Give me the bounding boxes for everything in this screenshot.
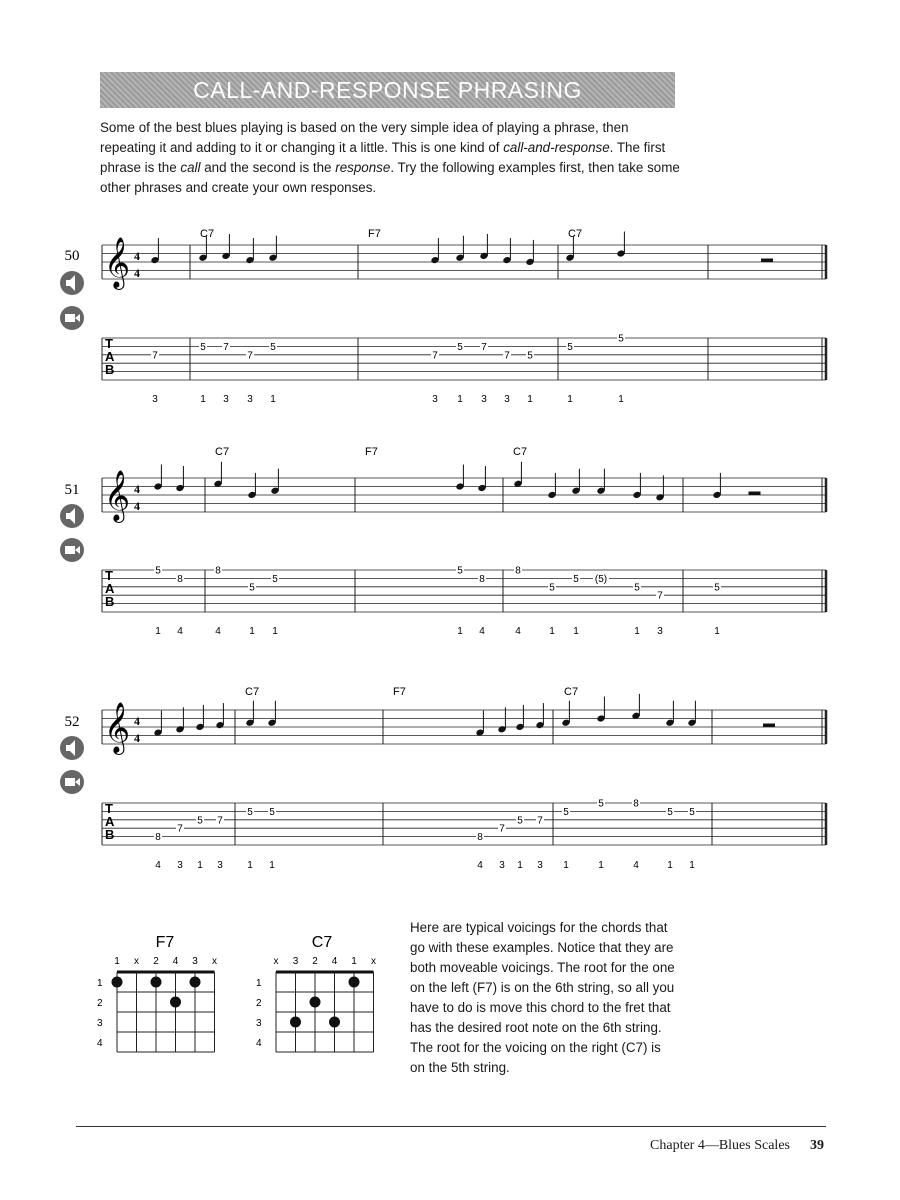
- fingering-number: 1: [527, 394, 533, 405]
- fingering-number: 3: [499, 860, 505, 871]
- intro-text: . Try the following examples first, then take some other phrases and create your own responses.: [100, 160, 680, 195]
- tab-fret-number: 5: [517, 815, 523, 827]
- fingering-number: 1: [563, 860, 569, 871]
- fingering-number: 1: [689, 860, 695, 871]
- fingering-number: 1: [457, 394, 463, 405]
- tab-fret-number: 7: [432, 350, 438, 362]
- fret-number: 4: [256, 1038, 262, 1049]
- fret-number: 3: [97, 1018, 103, 1029]
- time-signature-bottom: 4: [134, 266, 140, 280]
- tab-fret-number: 8: [177, 573, 183, 585]
- tab-letter: T: [105, 568, 113, 583]
- fingering-number: 1: [247, 860, 253, 871]
- fingering-number: 4: [177, 626, 183, 637]
- tab-fret-number: 7: [217, 815, 223, 827]
- footer-chapter: Chapter 4—Blues Scales: [650, 1138, 790, 1153]
- half-rest: [749, 492, 761, 496]
- string-marker: x: [371, 956, 376, 967]
- tab-fret-number: 5: [714, 582, 720, 594]
- fingering-number: 3: [481, 394, 487, 405]
- time-signature-bottom: 4: [134, 731, 140, 745]
- time-signature-bottom: 4: [134, 499, 140, 513]
- finger-dot: [310, 997, 321, 1008]
- tab-fret-number: 7: [223, 341, 229, 353]
- tab-fret-number: 5: [457, 341, 463, 353]
- string-marker: 4: [172, 956, 179, 967]
- fingering-number: 1: [155, 626, 161, 637]
- tab-fret-number: 5: [689, 806, 695, 818]
- fingering-number: 4: [479, 626, 485, 637]
- string-marker: x: [134, 956, 139, 967]
- chord-symbol: C7: [568, 228, 583, 240]
- fingering-number: 1: [269, 860, 275, 871]
- tab-fret-number: 7: [504, 350, 510, 362]
- time-signature-top: 4: [134, 249, 140, 263]
- fingering-number: 1: [200, 394, 206, 405]
- fret-number: 1: [256, 978, 262, 989]
- finger-dot: [112, 977, 123, 988]
- voicing-description: Here are typical voicings for the chords that go with these examples. Notice that they are both moveable voicings. The root for the one on the left (F7) is on the 6th string, so all you have to do is move this chord to the fret that has the desired root note on the 6th string. The root for the voicing on the right (C7) is on the 5th string.: [410, 920, 675, 1075]
- tab-letter: B: [105, 827, 115, 842]
- fingering-number: 1: [573, 626, 579, 637]
- tab-letter: B: [105, 362, 115, 377]
- intro-emphasis: call: [180, 160, 201, 175]
- tab-letter: T: [105, 336, 113, 351]
- time-signature-top: 4: [134, 714, 140, 728]
- tab-fret-number: 7: [177, 823, 183, 835]
- tab-letter: A: [105, 814, 115, 829]
- page-number: 39: [810, 1138, 824, 1153]
- tab-fret-number: 5: [667, 806, 673, 818]
- tab-fret-number: 5: [247, 806, 253, 818]
- tab-fret-number: 5: [457, 565, 463, 577]
- fingering-number: 1: [567, 394, 573, 405]
- finger-dot: [290, 1017, 301, 1028]
- string-marker: 1: [114, 956, 120, 967]
- intro-text: and the second is the: [200, 160, 336, 175]
- treble-clef: 𝄞: [104, 470, 131, 521]
- tab-fret-number: 5: [634, 582, 640, 594]
- tab-fret-number: 5: [155, 565, 161, 577]
- finger-dot: [170, 997, 181, 1008]
- fingering-number: 3: [217, 860, 223, 871]
- fingering-number: 4: [515, 626, 521, 637]
- camera-glyph: [65, 314, 75, 322]
- tab-fret-number: 5: [249, 582, 255, 594]
- tab-fret-number: 8: [155, 832, 161, 844]
- fingering-number: 3: [247, 394, 253, 405]
- fingering-number: 1: [618, 394, 624, 405]
- fingering-number: 4: [215, 626, 221, 637]
- chord-symbol: C7: [215, 446, 230, 458]
- tab-fret-number: 8: [477, 832, 483, 844]
- tab-fret-number: 8: [633, 798, 639, 810]
- tab-fret-number: 7: [152, 350, 158, 362]
- example-number: 51: [64, 482, 80, 498]
- chord-symbol: C7: [200, 228, 215, 240]
- chord-symbol: F7: [368, 228, 381, 240]
- fingering-number: 4: [477, 860, 483, 871]
- string-marker: 2: [312, 956, 318, 967]
- fingering-number: 1: [197, 860, 203, 871]
- fingering-number: 1: [634, 626, 640, 637]
- fret-number: 1: [97, 978, 103, 989]
- fingering-number: 1: [517, 860, 523, 871]
- finger-dot: [190, 977, 201, 988]
- tab-fret-number: 5: [272, 573, 278, 585]
- fingering-number: 3: [504, 394, 510, 405]
- tab-fret-number: 5: [270, 341, 276, 353]
- half-rest: [761, 259, 773, 263]
- half-rest: [763, 724, 775, 728]
- fingering-number: 3: [537, 860, 543, 871]
- fingering-number: 3: [657, 626, 663, 637]
- tab-letter: B: [105, 594, 115, 609]
- tab-fret-number: 5: [573, 573, 579, 585]
- tab-letter: T: [105, 801, 113, 816]
- fingering-number: 1: [272, 626, 278, 637]
- fingering-number: 1: [714, 626, 720, 637]
- tab-fret-number: 5: [598, 798, 604, 810]
- chord-symbol: C7: [245, 686, 260, 698]
- fingering-number: 3: [432, 394, 438, 405]
- fret-number: 3: [256, 1018, 262, 1029]
- tab-fret-number: 7: [499, 823, 505, 835]
- fingering-number: 3: [152, 394, 158, 405]
- fingering-number: 1: [667, 860, 673, 871]
- string-marker: 3: [192, 956, 198, 967]
- intro-text: Some of the best blues playing is based on the very simple idea of playing a phrase, then repeating it and adding to it or changing it a little. This is one kind of: [100, 120, 629, 155]
- string-marker: 4: [331, 956, 338, 967]
- tab-fret-number: (5): [594, 573, 608, 585]
- chord-symbol: C7: [564, 686, 579, 698]
- fret-number: 2: [97, 998, 103, 1009]
- camera-glyph: [65, 546, 75, 554]
- fingering-number: 4: [633, 860, 639, 871]
- fret-number: 4: [97, 1038, 103, 1049]
- tab-fret-number: 8: [515, 565, 521, 577]
- intro-emphasis: call-and-response: [503, 140, 610, 155]
- tab-fret-number: 7: [537, 815, 543, 827]
- tab-fret-number: 8: [215, 565, 221, 577]
- example-number: 50: [64, 248, 80, 264]
- finger-dot: [151, 977, 162, 988]
- fingering-number: 3: [177, 860, 183, 871]
- string-marker: x: [273, 956, 279, 967]
- tab-fret-number: 5: [197, 815, 203, 827]
- tab-fret-number: 5: [527, 350, 533, 362]
- tab-fret-number: 5: [567, 341, 573, 353]
- string-marker: 1: [351, 956, 357, 967]
- tab-letter: A: [105, 349, 115, 364]
- chord-symbol: C7: [513, 446, 528, 458]
- tab-fret-number: 8: [479, 573, 485, 585]
- chord-diagram-name: C7: [311, 934, 333, 951]
- string-marker: 3: [292, 956, 299, 967]
- treble-clef: 𝄞: [104, 237, 131, 288]
- tab-fret-number: 5: [549, 582, 555, 594]
- chord-diagram-name: F7: [155, 934, 175, 951]
- tab-fret-number: 5: [200, 341, 206, 353]
- tab-fret-number: 7: [657, 590, 663, 602]
- treble-clef: 𝄞: [104, 702, 131, 753]
- tab-letter: A: [105, 581, 115, 596]
- tab-fret-number: 7: [481, 341, 487, 353]
- fingering-number: 1: [598, 860, 604, 871]
- time-signature-top: 4: [134, 482, 140, 496]
- page-footer: [650, 1138, 824, 1154]
- string-marker: x: [212, 956, 217, 967]
- camera-glyph: [65, 778, 75, 786]
- tab-fret-number: 5: [618, 333, 624, 345]
- finger-dot: [329, 1017, 340, 1028]
- chord-symbol: F7: [393, 686, 406, 698]
- tab-fret-number: 5: [563, 806, 569, 818]
- intro-emphasis: response: [335, 160, 391, 175]
- tab-fret-number: 5: [269, 806, 275, 818]
- fingering-number: 1: [549, 626, 555, 637]
- footer-rule: [76, 1126, 826, 1127]
- finger-dot: [349, 977, 360, 988]
- section-title: CALL-AND-RESPONSE PHRASING: [193, 76, 582, 103]
- fingering-number: 4: [155, 860, 161, 871]
- intro-text: . The first phrase is the: [100, 140, 666, 175]
- tab-fret-number: 7: [247, 350, 253, 362]
- chord-symbol: F7: [365, 446, 378, 458]
- fingering-number: 1: [270, 394, 276, 405]
- fingering-number: 3: [223, 394, 229, 405]
- example-number: 52: [64, 714, 80, 730]
- fingering-number: 1: [249, 626, 255, 637]
- fret-number: 2: [256, 998, 262, 1009]
- string-marker: 2: [153, 956, 159, 967]
- fingering-number: 1: [457, 626, 463, 637]
